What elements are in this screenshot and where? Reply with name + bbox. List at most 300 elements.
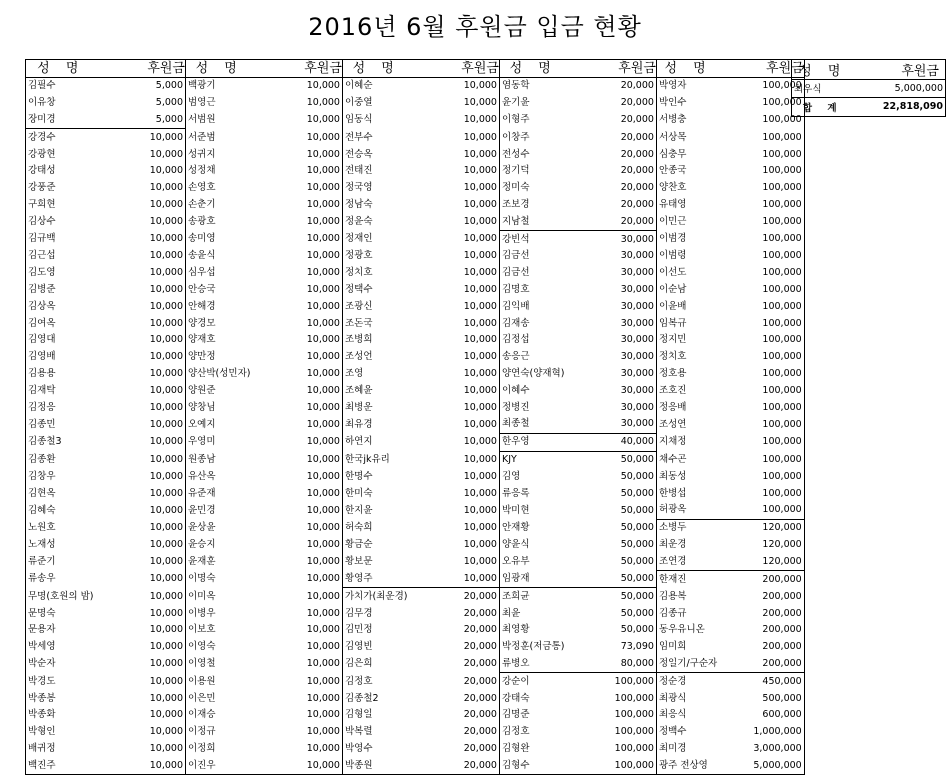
donation-amount: 10,000 — [252, 757, 342, 774]
donor-name: 최동성 — [656, 468, 719, 485]
donation-amount: 10,000 — [149, 453, 183, 465]
donation-amount: 100,000 — [719, 349, 804, 366]
donation-amount: 10,000 — [149, 367, 183, 379]
donation-amount: 10,000 — [149, 675, 183, 687]
donation-amount: 10,000 — [149, 641, 183, 653]
donor-name: 이혜순 — [342, 78, 409, 95]
donation-amount: 10,000 — [463, 504, 497, 516]
donor-name: 최우식 — [792, 80, 854, 98]
donor-name: 조혜윤 — [342, 382, 409, 399]
donor-name: 조돈국 — [342, 315, 409, 332]
table-row — [26, 399, 805, 416]
donor-name: 무명(호원의 밤) — [26, 588, 96, 605]
donation-amount: 1,000,000 — [719, 724, 804, 741]
donor-name: 양윤식 — [499, 537, 566, 554]
donor-name: 문명숙 — [26, 605, 96, 622]
donor-name: 정호용 — [656, 366, 719, 383]
donation-amount: 450,000 — [719, 673, 804, 690]
donation-amount: 10,000 — [96, 757, 186, 774]
table-row — [26, 197, 805, 214]
donation-amount: 5,000 — [155, 80, 183, 92]
total-amount: 22,818,090 — [854, 97, 946, 116]
donor-name: 정광호 — [342, 248, 409, 265]
donor-name: 김익배 — [499, 298, 566, 315]
donor-name: 안해경 — [186, 298, 253, 315]
donor-name: 이형주 — [499, 112, 566, 129]
donation-amount: 10,000 — [409, 571, 499, 588]
donor-name: 김정섭 — [499, 332, 566, 349]
donor-name: 이진우 — [186, 757, 253, 774]
table-row — [26, 95, 805, 112]
donor-name: 강순이 — [499, 673, 566, 690]
donation-amount: 10,000 — [306, 590, 340, 602]
donation-amount: 30,000 — [620, 300, 654, 312]
donation-amount: 10,000 — [306, 555, 340, 567]
donor-name: 박영수 — [342, 741, 409, 758]
header-name: 성 명 — [656, 60, 719, 78]
donor-name: 강태성 — [26, 163, 96, 180]
donation-amount: 10,000 — [149, 624, 183, 636]
donor-name: 김무경 — [342, 605, 409, 622]
donation-amount: 10,000 — [463, 401, 497, 413]
donor-name: 조병희 — [342, 332, 409, 349]
donation-amount: 10,000 — [463, 233, 497, 245]
donor-name: 박세영 — [26, 639, 96, 656]
donation-amount: 500,000 — [719, 690, 804, 707]
donor-name: 김은희 — [342, 656, 409, 673]
donor-name: 이병우 — [186, 605, 253, 622]
table-header-row — [26, 60, 805, 78]
donation-amount: 10,000 — [306, 538, 340, 550]
donation-amount: 10,000 — [306, 233, 340, 245]
table-row — [26, 707, 805, 724]
header-amount: 후원금 — [719, 60, 804, 78]
donation-amount: 200,000 — [719, 588, 804, 605]
donor-name: 최응식 — [656, 707, 719, 724]
header-name: 성 명 — [342, 60, 409, 78]
donation-amount: 10,000 — [463, 283, 497, 295]
donation-amount: 10,000 — [463, 114, 497, 126]
donation-amount: 10,000 — [149, 384, 183, 396]
donation-table — [25, 59, 805, 775]
donor-name: 황금순 — [342, 537, 409, 554]
donor-name: 양원준 — [186, 382, 253, 399]
donor-name: 이혜수 — [499, 382, 566, 399]
table-row — [26, 690, 805, 707]
donor-name: 지채정 — [656, 433, 719, 451]
donor-name: 윤민경 — [186, 502, 253, 519]
donor-name: 이범경 — [656, 231, 719, 248]
donation-amount: 50,000 — [566, 571, 656, 588]
donor-name: 범영근 — [186, 95, 253, 112]
header-name: 성 명 — [26, 60, 96, 78]
donation-amount: 100,000 — [719, 382, 804, 399]
donation-amount: 50,000 — [620, 504, 654, 516]
donor-name: 조호진 — [656, 382, 719, 399]
donation-amount: 10,000 — [306, 504, 340, 516]
donation-amount: 20,000 — [463, 658, 497, 670]
donation-amount: 30,000 — [620, 283, 654, 295]
donation-amount: 100,000 — [719, 163, 804, 180]
donor-name: 이은민 — [186, 690, 253, 707]
donor-name: 이영숙 — [186, 639, 253, 656]
donor-name: 이선도 — [656, 265, 719, 282]
donor-name: 황보문 — [342, 553, 409, 570]
donor-name: 이유창 — [26, 95, 96, 112]
donation-amount: 100,000 — [719, 282, 804, 299]
donor-name: 김창우 — [26, 468, 96, 485]
donation-amount: 200,000 — [719, 622, 804, 639]
donor-name: 이명숙 — [186, 571, 253, 588]
donation-amount: 10,000 — [463, 351, 497, 363]
donation-amount: 10,000 — [306, 709, 340, 721]
donor-name: 오예지 — [186, 416, 253, 433]
donor-name: 박복렬 — [342, 724, 409, 741]
donor-name: 최윤 — [499, 605, 566, 622]
donor-name: 동우유니온 — [656, 622, 719, 639]
donor-name: 김여옥 — [26, 315, 96, 332]
donation-amount: 10,000 — [149, 538, 183, 550]
donation-amount: 30,000 — [620, 384, 654, 396]
header-amount: 후원금 — [96, 60, 186, 78]
donor-name: 소병두 — [656, 519, 719, 536]
donation-amount: 100,000 — [614, 726, 654, 738]
donation-amount: 10,000 — [149, 573, 183, 585]
donor-name: 임미희 — [656, 639, 719, 656]
donation-amount: 100,000 — [719, 129, 804, 146]
donor-name: 이영철 — [186, 656, 253, 673]
donation-amount: 10,000 — [306, 521, 340, 533]
donor-name: 서병충 — [656, 112, 719, 129]
donor-name: 장미경 — [26, 112, 96, 129]
donation-amount: 120,000 — [719, 519, 804, 536]
donation-amount: 50,000 — [620, 590, 654, 602]
donor-name: 정병진 — [499, 399, 566, 416]
donation-amount: 30,000 — [620, 351, 654, 363]
donor-name: 이윤배 — [656, 298, 719, 315]
donor-name: 이보호 — [186, 622, 253, 639]
donor-name: 류준기 — [26, 553, 96, 570]
donor-name: 한미숙 — [342, 485, 409, 502]
donation-amount: 100,000 — [719, 416, 804, 433]
donation-amount: 100,000 — [614, 742, 654, 754]
donation-amount: 10,000 — [149, 148, 183, 160]
total-row — [792, 97, 946, 116]
donor-name: 이미옥 — [186, 588, 253, 605]
total-label: 합 계 — [792, 97, 854, 116]
table-row — [26, 163, 805, 180]
donation-amount: 100,000 — [719, 146, 804, 163]
donation-amount: 120,000 — [719, 553, 804, 570]
donation-amount: 20,000 — [463, 641, 497, 653]
donor-name: 원종남 — [186, 451, 253, 468]
donation-amount: 100,000 — [566, 757, 656, 774]
donor-name: 김혜숙 — [26, 502, 96, 519]
donation-amount: 10,000 — [306, 198, 340, 210]
donor-name: 전승옥 — [342, 146, 409, 163]
donation-amount: 10,000 — [149, 504, 183, 516]
donor-name: 손영호 — [186, 180, 253, 197]
donation-amount: 10,000 — [463, 418, 497, 430]
donor-name: 김명준 — [499, 707, 566, 724]
donation-amount: 10,000 — [149, 250, 183, 262]
donation-amount: 20,000 — [620, 165, 654, 177]
donation-amount: 50,000 — [620, 624, 654, 636]
donation-amount: 10,000 — [149, 131, 183, 143]
table-body — [26, 78, 805, 775]
donor-name: 김근섭 — [26, 248, 96, 265]
donation-amount: 100,000 — [719, 112, 804, 129]
donor-name: 송윤식 — [186, 248, 253, 265]
donor-name: 강빈석 — [499, 231, 566, 248]
donor-name: 양창님 — [186, 399, 253, 416]
donor-name: 김종철3 — [26, 433, 96, 451]
donation-amount: 10,000 — [149, 165, 183, 177]
donation-amount: 10,000 — [463, 470, 497, 482]
donor-name: 최운경 — [656, 537, 719, 554]
table-row — [26, 639, 805, 656]
donor-name: 김정응 — [26, 399, 96, 416]
donation-amount: 10,000 — [306, 624, 340, 636]
donor-name: 류송우 — [26, 571, 96, 588]
donation-amount: 10,000 — [463, 165, 497, 177]
donation-amount: 10,000 — [306, 283, 340, 295]
donor-name: 정치호 — [342, 265, 409, 282]
table-row — [26, 78, 805, 95]
donation-amount: 10,000 — [306, 384, 340, 396]
donor-name: 김필수 — [26, 78, 96, 95]
donation-amount: 20,000 — [463, 692, 497, 704]
donor-name: 허숙희 — [342, 519, 409, 536]
table-row — [26, 588, 805, 605]
donor-name: 김명호 — [499, 282, 566, 299]
donation-amount: 10,000 — [306, 250, 340, 262]
donation-amount: 10,000 — [149, 283, 183, 295]
donor-name: 강풍준 — [26, 180, 96, 197]
header-amount: 후원금 — [854, 60, 946, 80]
donation-amount: 200,000 — [719, 656, 804, 673]
donor-name: 최종철 — [499, 416, 566, 433]
donor-name: 가치가(최운경) — [342, 588, 409, 605]
donor-name: 김현옥 — [26, 485, 96, 502]
donor-name: 안승국 — [186, 282, 253, 299]
header-name: 성 명 — [186, 60, 253, 78]
table-row — [26, 129, 805, 146]
donor-name: KJY — [499, 451, 566, 468]
table-row — [26, 656, 805, 673]
donation-amount: 20,000 — [620, 114, 654, 126]
donation-amount: 10,000 — [306, 641, 340, 653]
donation-amount: 10,000 — [463, 555, 497, 567]
donation-amount: 10,000 — [306, 80, 340, 92]
donor-name: 조보경 — [499, 197, 566, 214]
page-title: 2016년 6월 후원금 입금 현황 — [308, 13, 642, 41]
donation-amount: 100,000 — [719, 78, 804, 95]
donation-amount: 10,000 — [149, 692, 183, 704]
donor-name: 노재성 — [26, 537, 96, 554]
donation-amount: 30,000 — [620, 334, 654, 346]
table-row — [26, 433, 805, 451]
donation-amount: 10,000 — [149, 418, 183, 430]
donor-name: 광주 전상영 — [656, 757, 719, 774]
donor-name: 한우영 — [499, 433, 566, 451]
donor-name: 임동식 — [342, 112, 409, 129]
donation-amount: 10,000 — [306, 300, 340, 312]
donor-name: 이재승 — [186, 707, 253, 724]
donor-name: 정남숙 — [342, 197, 409, 214]
donor-name: 김도영 — [26, 265, 96, 282]
donation-amount: 200,000 — [719, 605, 804, 622]
donor-name: 이민근 — [656, 213, 719, 230]
donation-amount: 5,000 — [96, 112, 186, 129]
donation-amount: 10,000 — [306, 401, 340, 413]
donor-name: 안종국 — [656, 163, 719, 180]
donation-amount: 10,000 — [306, 148, 340, 160]
table-row — [26, 537, 805, 554]
donor-name: 한병섭 — [656, 485, 719, 502]
donor-name: 임복규 — [656, 315, 719, 332]
donation-amount: 10,000 — [149, 334, 183, 346]
donation-amount: 10,000 — [149, 436, 183, 448]
donor-name: 한명수 — [342, 468, 409, 485]
donor-name: 양만정 — [186, 349, 253, 366]
table-row — [26, 451, 805, 468]
donor-name: 최영황 — [499, 622, 566, 639]
donor-name: 구희현 — [26, 197, 96, 214]
donor-name: 송미영 — [186, 231, 253, 248]
donor-name: 김정호 — [342, 673, 409, 690]
donation-amount: 20,000 — [409, 757, 499, 774]
donation-amount: 10,000 — [149, 182, 183, 194]
donation-amount: 50,000 — [620, 487, 654, 499]
donation-amount: 50,000 — [620, 555, 654, 567]
donation-amount: 10,000 — [306, 726, 340, 738]
table-row — [26, 315, 805, 332]
donation-amount: 10,000 — [149, 487, 183, 499]
donation-amount: 100,000 — [614, 675, 654, 687]
donation-amount: 50,000 — [620, 521, 654, 533]
donor-name: 송광호 — [186, 213, 253, 230]
donation-amount: 10,000 — [306, 131, 340, 143]
donation-amount: 10,000 — [149, 216, 183, 228]
donation-amount: 100,000 — [719, 451, 804, 468]
donation-amount: 10,000 — [149, 555, 183, 567]
donation-amount: 10,000 — [463, 367, 497, 379]
donor-name: 정미숙 — [499, 180, 566, 197]
donation-amount: 10,000 — [306, 351, 340, 363]
donation-amount: 10,000 — [463, 453, 497, 465]
table-row — [26, 231, 805, 248]
donor-name: 김종민 — [26, 416, 96, 433]
donation-amount: 10,000 — [463, 267, 497, 279]
donor-name: 한지윤 — [342, 502, 409, 519]
donor-name: 김형완 — [499, 741, 566, 758]
donor-name: 박순자 — [26, 656, 96, 673]
donation-amount: 20,000 — [620, 131, 654, 143]
donor-name: 이중열 — [342, 95, 409, 112]
donation-amount: 10,000 — [306, 692, 340, 704]
donation-amount: 10,000 — [306, 114, 340, 126]
donor-name: 심충무 — [656, 146, 719, 163]
donation-amount: 50,000 — [620, 453, 654, 465]
donation-amount: 30,000 — [566, 416, 656, 433]
donation-amount: 20,000 — [620, 80, 654, 92]
donation-amount: 10,000 — [463, 148, 497, 160]
donor-name: 한재진 — [656, 571, 719, 588]
donor-name: 김재송 — [499, 315, 566, 332]
donor-name: 하연지 — [342, 433, 409, 451]
table-row — [26, 146, 805, 163]
donor-name: 서범원 — [186, 112, 253, 129]
donor-name: 양재호 — [186, 332, 253, 349]
donor-name: 윤재훈 — [186, 553, 253, 570]
donor-name: 김종철2 — [342, 690, 409, 707]
donation-amount: 10,000 — [149, 317, 183, 329]
donor-name: 김용용 — [26, 366, 96, 383]
donor-name: 허광옥 — [656, 502, 719, 519]
donation-amount: 10,000 — [463, 436, 497, 448]
donation-amount: 10,000 — [306, 97, 340, 109]
donor-name: 이순남 — [656, 282, 719, 299]
donation-amount: 40,000 — [566, 433, 656, 451]
donation-amount: 10,000 — [463, 300, 497, 312]
donation-amount: 10,000 — [306, 418, 340, 430]
donation-amount: 10,000 — [463, 97, 497, 109]
table-row — [26, 298, 805, 315]
table-row — [26, 180, 805, 197]
table-row — [26, 673, 805, 690]
donor-name: 김금선 — [499, 248, 566, 265]
donor-name: 임광재 — [499, 571, 566, 588]
donor-name: 정지민 — [656, 332, 719, 349]
donation-amount: 10,000 — [463, 80, 497, 92]
donation-amount: 10,000 — [463, 487, 497, 499]
table-row — [26, 382, 805, 399]
donation-amount: 10,000 — [463, 182, 497, 194]
donation-amount: 10,000 — [306, 367, 340, 379]
donation-amount: 73,090 — [620, 641, 654, 653]
donor-name: 전성수 — [499, 146, 566, 163]
donation-amount: 10,000 — [306, 607, 340, 619]
donor-name: 김종규 — [656, 605, 719, 622]
donor-name: 백광기 — [186, 78, 253, 95]
donation-amount: 10,000 — [306, 334, 340, 346]
donation-amount: 20,000 — [463, 590, 497, 602]
donation-amount: 100,000 — [719, 180, 804, 197]
donation-amount: 10,000 — [149, 726, 183, 738]
donor-name: 성귀지 — [186, 146, 253, 163]
donation-amount: 120,000 — [719, 537, 804, 554]
donor-name: 김상수 — [26, 213, 96, 230]
table-row — [26, 502, 805, 519]
donor-name: 박종원 — [342, 757, 409, 774]
donor-name: 정윤숙 — [342, 213, 409, 230]
table-row — [26, 282, 805, 299]
donation-amount: 10,000 — [149, 709, 183, 721]
donation-amount: 10,000 — [306, 675, 340, 687]
donation-amount: 20,000 — [463, 624, 497, 636]
donor-name: 정응배 — [656, 399, 719, 416]
donor-name: 박미현 — [499, 502, 566, 519]
donor-name: 박형인 — [26, 724, 96, 741]
donor-name: 전부수 — [342, 129, 409, 146]
donor-name: 박정훈(저금통) — [499, 639, 566, 656]
donor-name: 박인수 — [656, 95, 719, 112]
donation-amount: 10,000 — [463, 384, 497, 396]
donor-name: 양연숙(양재혁) — [499, 366, 566, 383]
donor-name: 김영 — [499, 468, 566, 485]
table-row — [26, 468, 805, 485]
